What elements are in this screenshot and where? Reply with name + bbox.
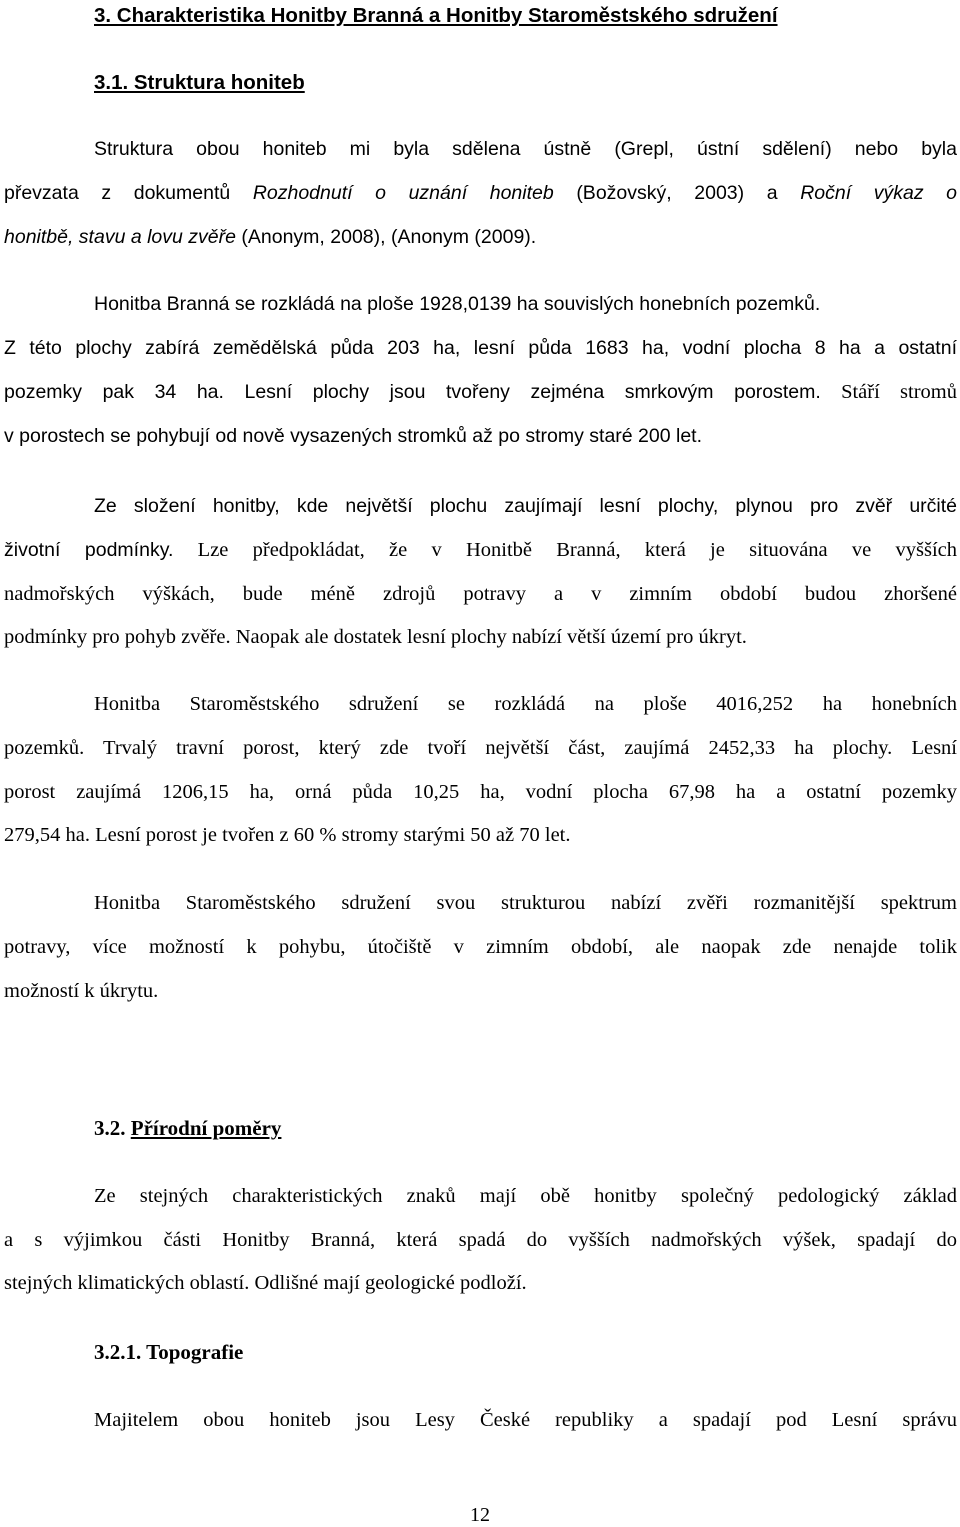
paragraph-line: možností k úkrytu. <box>4 980 159 1002</box>
paragraph-line: nadmořských výškách, bude méně zdrojů potravy a v zimním období budou zhoršené <box>4 583 957 605</box>
paragraph-line: Struktura obou honiteb mi byla sdělena ústně (Grepl, ústní sdělení) nebo byla <box>94 138 957 160</box>
paragraph-line: a s výjimkou části Honitby Branná, která spadá do vyšších nadmořských výšek, spadají do <box>4 1229 957 1251</box>
subsection-heading: 3.2. Přírodní poměry <box>94 1116 282 1140</box>
paragraph-line: 279,54 ha. Lesní porost je tvořen z 60 % stromy starými 50 až 70 let. <box>4 824 571 846</box>
paragraph-line: Ze složení honitby, kde největší plochu zaujímají lesní plochy, plynou pro zvěř určité <box>94 495 957 517</box>
subsubsection-heading: 3.2.1. Topografie <box>94 1340 244 1364</box>
page-number: 12 <box>470 1504 490 1526</box>
paragraph-line: Honitba Staroměstského sdružení se rozkládá na ploše 4016,252 ha honebních <box>94 693 957 715</box>
paragraph-line: porost zaujímá 1206,15 ha, orná půda 10,25 ha, vodní plocha 67,98 ha a ostatní pozemky <box>4 781 957 803</box>
paragraph-line: životní podmínky. Lze předpokládat, že v Honitbě Branná, která je situována ve vyšších <box>4 539 957 561</box>
paragraph-line: honitbě, stavu a lovu zvěře (Anonym, 2008), (Anonym (2009). <box>4 226 537 248</box>
paragraph-line: převzata z dokumentů Rozhodnutí o uznání honiteb (Božovský, 2003) a Roční výkaz o <box>4 182 958 204</box>
chapter-heading: 3. Charakteristika Honitby Branná a Honitby Staroměstského sdružení <box>94 4 778 27</box>
section-heading: 3.1. Struktura honiteb <box>94 71 305 94</box>
paragraph-line: podmínky pro pohyb zvěře. Naopak ale dostatek lesní plochy nabízí větší území pro úkryt. <box>4 626 747 648</box>
paragraph-line: Majitelem obou honiteb jsou Lesy České republiky a spadají pod Lesní správu <box>94 1409 957 1431</box>
paragraph-line: pozemků. Trvalý travní porost, který zde tvoří největší část, zaujímá 2452,33 ha plochy. Lesní <box>4 737 957 759</box>
paragraph-line: Z této plochy zabírá zemědělská půda 203 ha, lesní půda 1683 ha, vodní plocha 8 ha a ostatní <box>4 337 957 359</box>
paragraph-line: v porostech se pohybují od nově vysazených stromků až po stromy staré 200 let. <box>4 425 703 447</box>
paragraph-line: Honitba Staroměstského sdružení svou strukturou nabízí zvěři rozmanitější spektrum <box>94 892 957 914</box>
paragraph-line: pozemky pak 34 ha. Lesní plochy jsou tvořeny zejména smrkovým porostem. Stáří stromů <box>4 381 957 403</box>
paragraph-line: stejných klimatických oblastí. Odlišné mají geologické podloží. <box>4 1272 527 1294</box>
paragraph-line: Honitba Branná se rozkládá na ploše 1928,0139 ha souvislých honebních pozemků. <box>94 293 821 315</box>
paragraph-line: potravy, více možností k pohybu, útočiště v zimním období, ale naopak zde nenajde tolik <box>4 936 957 958</box>
paragraph-line: Ze stejných charakteristických znaků mají obě honitby společný pedologický základ <box>94 1185 957 1207</box>
